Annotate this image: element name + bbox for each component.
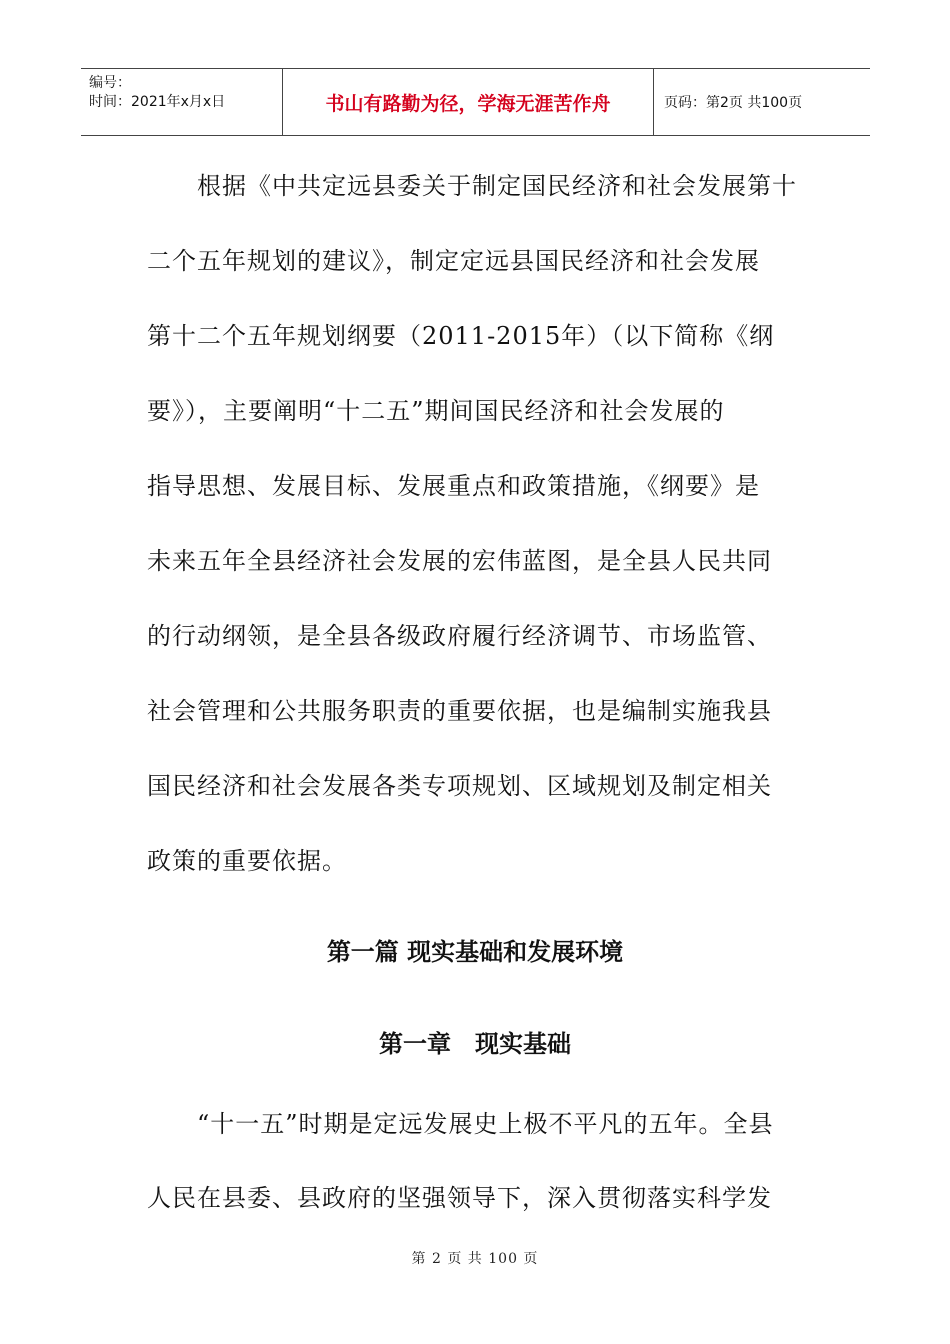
chapter-heading: 第一章 现实基础 <box>379 1030 571 1058</box>
document-number-label: 编号： <box>89 75 131 91</box>
text-line: 社会管理和公共服务职责的重要依据，也是编制实施我县 <box>147 697 772 725</box>
header-motto: 书山有路勤为径，学海无涯苦作舟 <box>282 69 654 135</box>
text-line: “十一五”时期是定远发展史上极不平凡的五年。全县 <box>147 1110 774 1138</box>
text-line: 第十二个五年规划纲要（2011-2015年）（以下简称《纲 <box>147 322 775 350</box>
header-info <box>81 69 282 135</box>
text-line: 二个五年规划的建议》，制定定远县国民经济和社会发展 <box>147 247 760 275</box>
text-line: 要》），主要阐明“十二五”期间国民经济和社会发展的 <box>147 397 725 425</box>
text-line: 国民经济和社会发展各类专项规划、区域规划及制定相关 <box>147 772 772 800</box>
text-line: 根据《中共定远县委关于制定国民经济和社会发展第十 <box>147 172 797 200</box>
page-footer: 第 2 页 共 100 页 <box>411 1251 539 1267</box>
text-line: 政策的重要依据。 <box>147 847 347 875</box>
part-heading: 第一篇 现实基础和发展环境 <box>326 938 624 966</box>
text-line: 指导思想、发展目标、发展重点和政策措施，《纲要》是 <box>147 472 760 500</box>
document-time-label: 时间：2021年x月x日 <box>89 94 226 110</box>
page-header <box>81 68 870 136</box>
text-line: 未来五年全县经济社会发展的宏伟蓝图，是全县人民共同 <box>147 547 772 575</box>
text-line: 的行动纲领，是全县各级政府履行经济调节、市场监管、 <box>147 622 772 650</box>
header-page-info: 页码：第2页 共100页 <box>664 95 803 111</box>
text-line: 人民在县委、县政府的坚强领导下，深入贯彻落实科学发 <box>147 1184 772 1212</box>
